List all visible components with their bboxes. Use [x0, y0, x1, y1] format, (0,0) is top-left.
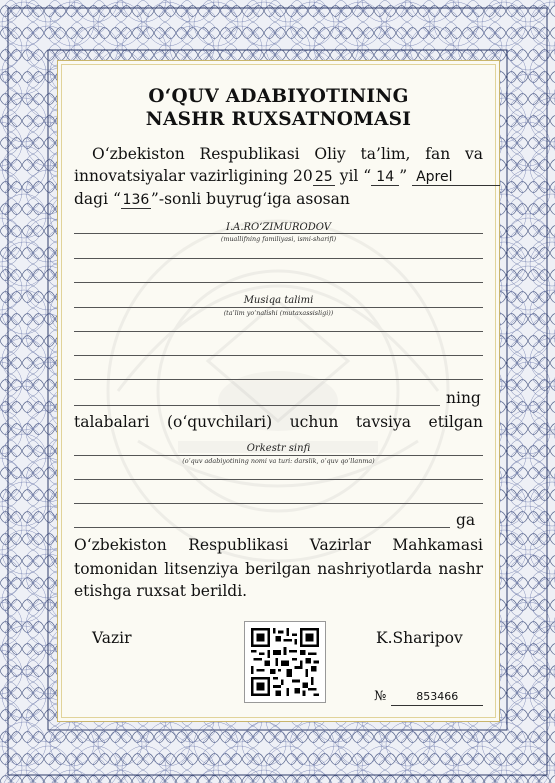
- minister-name: K.Sharipov: [376, 629, 463, 647]
- blank-line: [74, 479, 483, 480]
- blank-line: [74, 355, 483, 356]
- ga-line: [74, 527, 450, 528]
- order-number-field: 136: [122, 192, 150, 208]
- field-name: Musiqa talimi: [243, 295, 314, 306]
- ning-text: ning: [446, 389, 481, 407]
- ning-line: [74, 405, 440, 406]
- title-line-2: NASHR RUXSATNOMASI: [145, 109, 412, 130]
- blank-line: [74, 258, 483, 259]
- ga-text: ga: [456, 511, 476, 529]
- closing-line-3: etishga ruxsat berildi.: [74, 582, 248, 600]
- month-field: Aprel: [412, 169, 500, 186]
- blank-line: [74, 503, 483, 504]
- yil-text: yil “: [339, 167, 372, 185]
- blank-line: [74, 379, 483, 380]
- year-field: 25: [313, 169, 335, 186]
- title-line-1: O‘QUV ADABIYOTINING: [148, 86, 409, 107]
- certificate-number-row: [374, 686, 483, 706]
- students-text: talabalari (o‘quvchilari) uchun tavsiya etilgan: [74, 413, 483, 431]
- closing-line-1: O‘zbekiston Respublikasi Vazirlar Mahkamasi: [74, 536, 483, 554]
- book-line: [74, 455, 483, 456]
- field-line: [74, 307, 483, 308]
- qr-code[interactable]: [244, 621, 326, 703]
- intro-line-1: O‘zbekiston Respublikasi Oliy ta’lim, fan va: [92, 145, 483, 163]
- field-hint: (ta’lim yo‘nalishi (mutaxassisligi)): [223, 309, 334, 317]
- minister-label: Vazir: [92, 629, 132, 647]
- book-hint: (o‘quv adabiyotining nomi va turi: darslik, o‘quv qo‘llanma): [182, 457, 375, 465]
- blank-line: [74, 331, 483, 332]
- certificate-number: 853466: [391, 689, 483, 706]
- author-line: [74, 233, 483, 234]
- closing-line-2: tomonidan litsenziya berilgan nashriyotlarda nashr: [74, 560, 483, 578]
- close-quote: ”: [399, 167, 408, 185]
- blank-line: [74, 282, 483, 283]
- intro-vazir-text: innovatsiyalar vazirligining 20: [74, 167, 313, 185]
- certificate-body: [57, 60, 500, 722]
- book-title: Orkestr sinfi: [246, 443, 311, 454]
- intro-line-3: [74, 190, 350, 209]
- day-field: 14: [371, 169, 399, 186]
- author-hint: (muallifning familiyasi, ismi-sharifi): [220, 235, 337, 243]
- buyruq-text: ”-sonli buyrug‘iga asosan: [150, 190, 350, 208]
- dagi-text: dagi “: [74, 190, 121, 208]
- intro-line-2: [74, 167, 500, 186]
- author-name: I.A.RO‘ZIMURODOV: [226, 222, 331, 233]
- number-symbol: №: [374, 689, 387, 704]
